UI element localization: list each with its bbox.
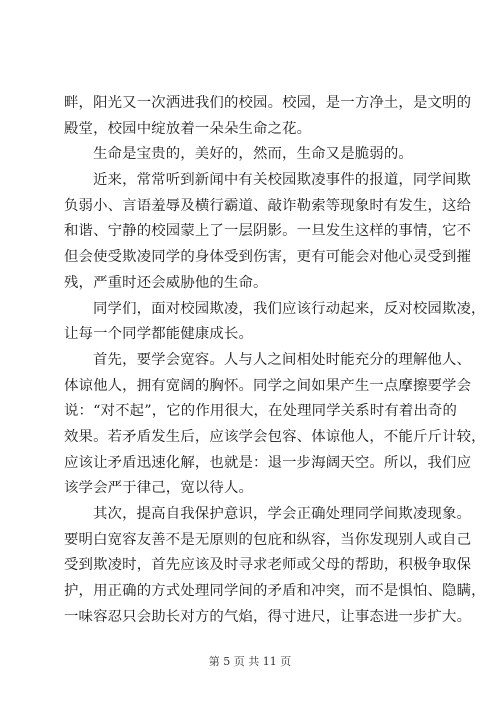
text-line: 让每一个同学都能健康成长。 xyxy=(64,326,254,343)
text-line: 殿堂，校园中绽放着一朵朵生命之花。 xyxy=(64,120,312,137)
text-line: 残，严重时还会威胁他的生命。 xyxy=(64,274,268,291)
text-line: 体谅他人，拥有宽阔的胸怀。同学之间如果产生一点摩擦要学会 xyxy=(64,377,472,394)
text-line: 效果。若矛盾发生后，应该学会包容、体谅他人，不能斤斤计较， xyxy=(64,428,486,445)
document-body xyxy=(64,91,486,630)
text-line: 护，用正确的方式处理同学间的矛盾和冲突，而不是惧怕、隐瞒， xyxy=(64,583,486,600)
text-line: 该学会严于律己，宽以待人。 xyxy=(64,480,254,497)
text-line: 近来，常常听到新闻中有关校园欺凌事件的报道，同学间欺 xyxy=(93,172,472,189)
text-line: 和谐、宁静的校园蒙上了一层阴影。一旦发生这样的事情，它不 xyxy=(64,223,472,240)
text-line: 说：“对不起”，它的作用很大，在处理同学关系时有着出奇的 xyxy=(64,403,458,420)
page-number-footer: 第 5 页 共 11 页 xyxy=(208,655,292,668)
text-line: 其次，提高自我保护意识，学会正确处理同学间欺凌现象。 xyxy=(93,506,472,522)
text-line: 受到欺凌时，首先应该及时寻求老师或父母的帮助，积极争取保 xyxy=(64,557,472,574)
text-line: 负弱小、言语羞辱及横行霸道、敲诈勒索等现象时有发生，这给 xyxy=(64,197,472,214)
text-line: 应该让矛盾迅速化解，也就是：退一步海阔天空。所以，我们应 xyxy=(64,454,472,471)
text-line: 一味容忍只会助长对方的气焰，得寸进尺，让事态进一步扩大。 xyxy=(64,608,472,625)
text-line: 畔，阳光又一次洒进我们的校园。校园，是一方净土，是文明的 xyxy=(64,95,472,111)
text-line: 但会使受欺凌同学的身体受到伤害，更有可能会对他心灵受到摧 xyxy=(64,249,472,266)
text-line: 同学们，面对校园欺凌，我们应该行动起来，反对校园欺凌， xyxy=(93,300,486,317)
text-line: 要明白宽容友善不是无原则的包庇和纵容，当你发现别人或自己 xyxy=(64,531,472,548)
text-line: 生命是宝贵的，美好的，然而，生命又是脆弱的。 xyxy=(93,146,413,163)
text-line: 首先，要学会宽容。人与人之间相处时能充分的理解他人、 xyxy=(93,351,472,368)
